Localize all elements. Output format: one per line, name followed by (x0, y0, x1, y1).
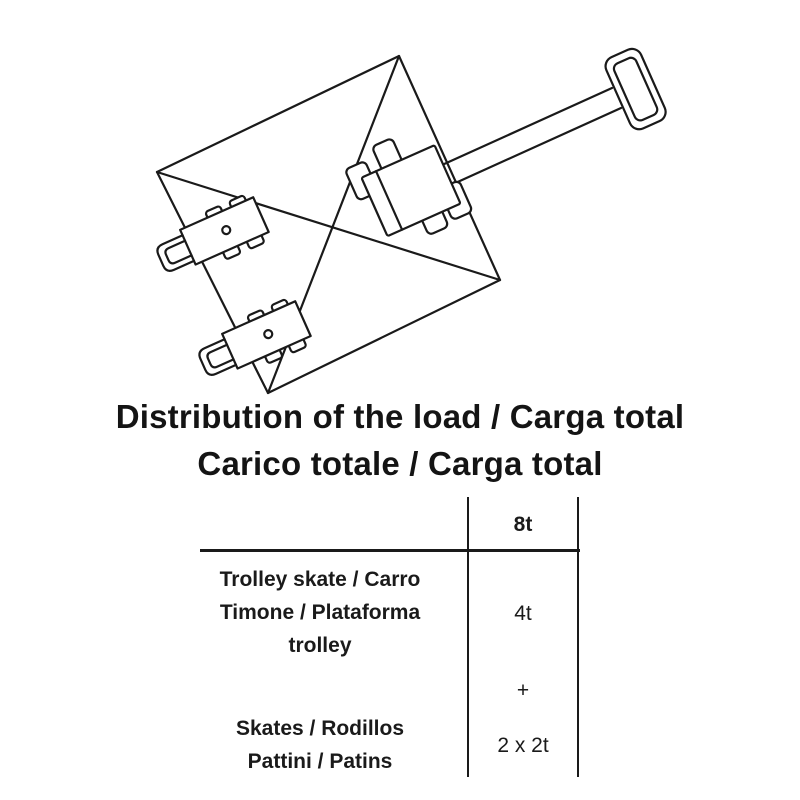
table-row-label: Trolley skate / Carro Timone / Plataforma trolley (219, 568, 421, 657)
table-header-rule (200, 549, 580, 552)
table-row-value: + (516, 679, 530, 702)
title-line-1: Distribution of the load / Carga total (115, 398, 685, 435)
table-row-value: 4t (514, 602, 532, 625)
table-row-label: Skates / Rodillos Pattini / Patins (235, 717, 405, 773)
table-right-divider (577, 497, 579, 777)
table-column-header: 8t (513, 513, 533, 536)
title-line-2: Carico totale / Carga total (197, 445, 603, 482)
table-row-value: 2 x 2t (497, 734, 549, 757)
